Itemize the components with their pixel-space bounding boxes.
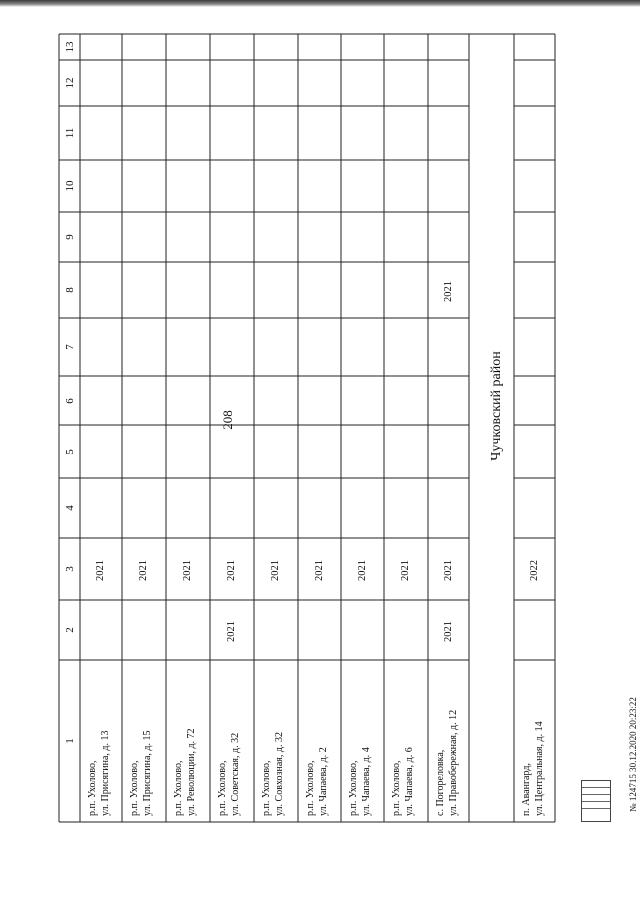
address-locality: р.п. Ухолово, — [391, 760, 402, 816]
address-label — [520, 721, 546, 816]
address-locality: р.п. Ухолово, — [173, 760, 184, 816]
address-street: ул. Присягина, д. 13 — [100, 730, 111, 816]
address-street: ул. Чапаева, д. 6 — [404, 747, 415, 816]
year-value: 2021 — [138, 560, 149, 581]
column-header: 10 — [63, 180, 76, 192]
column-header: 3 — [63, 566, 76, 572]
year-value: 2021 — [226, 560, 237, 581]
footer-code: № 124715 30.12.2020 20:23:22 — [628, 697, 638, 812]
address-label — [172, 728, 198, 816]
address-locality: п. Авангард, — [521, 763, 532, 816]
address-locality: р.п. Ухолово, — [129, 760, 140, 816]
address-street: ул. Присягина, д. 15 — [142, 730, 153, 816]
address-street: ул. Центральная, д. 14 — [534, 721, 545, 816]
year-value: 2021 — [95, 560, 106, 581]
column-header: 11 — [63, 127, 76, 139]
column-header: 2 — [63, 627, 76, 633]
address-locality: р.п. Ухолово, — [87, 760, 98, 816]
section-title: Чучковский район — [489, 351, 504, 461]
year-value: 2021 — [270, 560, 281, 581]
column-header: 6 — [63, 397, 76, 404]
column-header: 8 — [63, 287, 76, 293]
stamp-icon — [581, 780, 611, 822]
address-label — [260, 732, 286, 816]
column-header: 9 — [63, 234, 76, 240]
year-value: 2021 — [442, 281, 454, 302]
address-street: ул. Чапаева, д. 2 — [318, 747, 329, 816]
year-value: 2021 — [442, 560, 454, 581]
year-value: 2021 — [400, 560, 411, 581]
year-value: 2021 — [442, 621, 454, 642]
year-value: 2022 — [528, 560, 540, 581]
year-value: 2021 — [226, 621, 237, 642]
column-header: 1 — [63, 738, 76, 744]
address-label — [86, 731, 112, 817]
address-locality: р.п. Ухолово, — [305, 760, 316, 816]
address-street: ул. Революции, д. 72 — [186, 728, 197, 816]
year-value: 2021 — [313, 560, 325, 581]
address-street: ул. Чапаева, д. 4 — [361, 747, 372, 816]
address-label — [434, 710, 460, 816]
address-locality: с. Погореловка, — [435, 749, 446, 816]
column-header: 12 — [63, 77, 76, 89]
column-header: 13 — [63, 41, 76, 53]
address-street: ул. Правобережная, д. 12 — [448, 709, 459, 816]
address-street: ул. Советская, д. 32 — [230, 732, 241, 816]
address-locality: р.п. Ухолово, — [261, 760, 272, 816]
year-value: 2021 — [356, 560, 368, 581]
address-street: ул. Совхозная, д. 32 — [274, 732, 285, 816]
year-value: 2021 — [182, 560, 193, 581]
address-label — [347, 747, 373, 816]
address-label — [304, 747, 330, 816]
address-label — [128, 731, 154, 817]
page-number: 208 — [220, 410, 235, 430]
column-header: 7 — [63, 344, 76, 350]
column-header: 4 — [63, 505, 76, 511]
address-label — [390, 747, 416, 816]
address-locality: р.п. Ухолово, — [348, 760, 359, 816]
address-label — [216, 733, 242, 816]
column-header: 5 — [63, 448, 76, 455]
address-locality: р.п. Ухолово, — [217, 760, 228, 816]
